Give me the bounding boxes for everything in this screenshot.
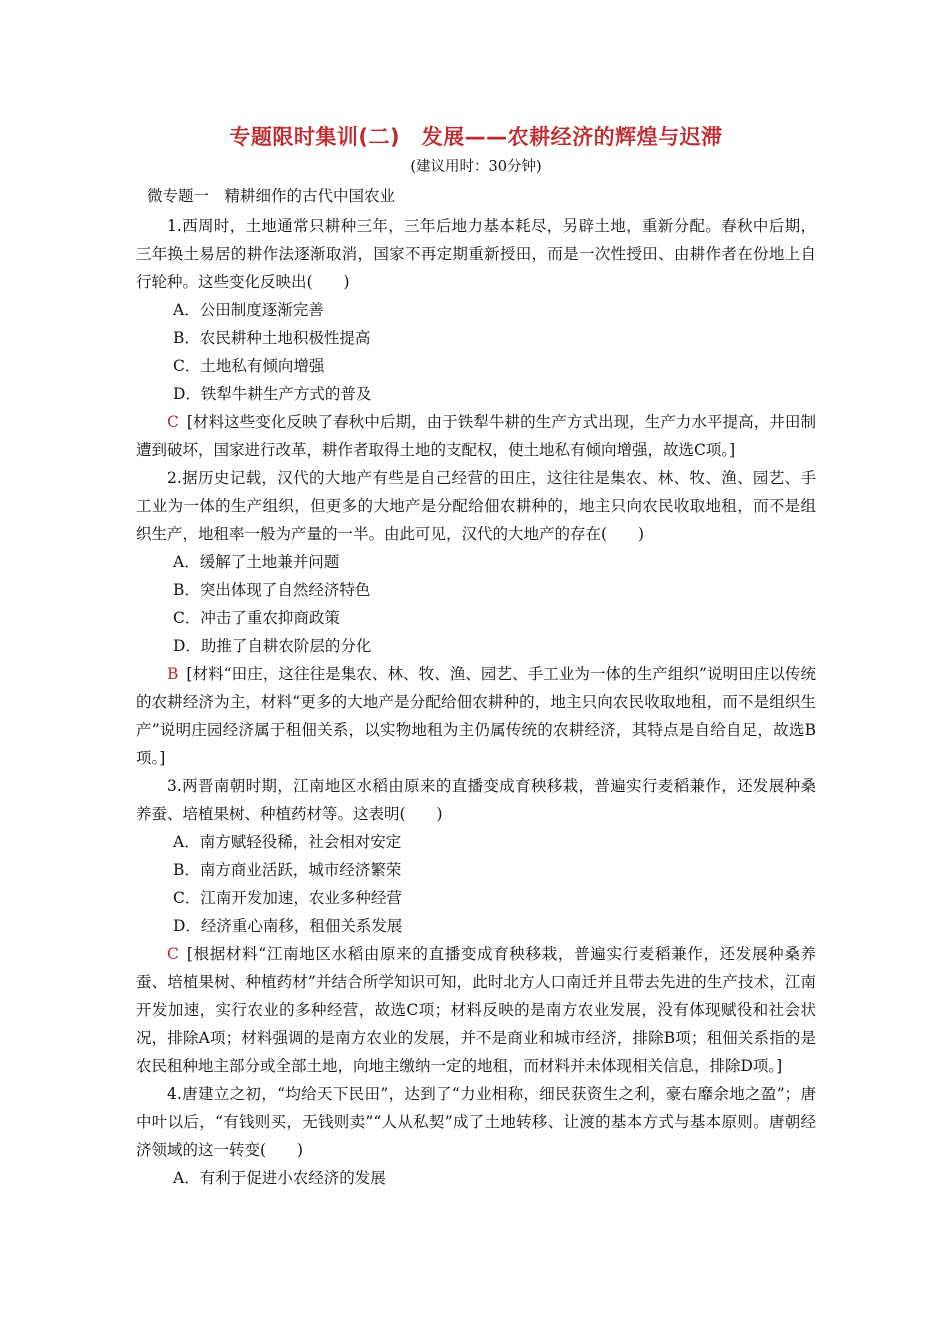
option-c: C．冲击了重农抑商政策	[173, 609, 340, 627]
option-c: C．江南开发加速，农业多种经营	[173, 889, 402, 907]
option-a: A．公田制度逐渐完善	[173, 301, 324, 319]
option-a: A．缓解了土地兼并问题	[173, 553, 340, 571]
question-stem: 2.据历史记载，汉代的大地产有些是自己经营的田庄，这往往是集农、林、牧、渔、园艺、手工业为一体的生产组织，但更多的大地产是分配给佃农耕种的，地主只向农民收取地租，而不是组织生产，地租率一般为产量的一半。由此可见，汉代的大地产的存在( )	[136, 469, 816, 543]
document-page	[136, 120, 816, 1192]
option-d: D．经济重心南移，租佃关系发展	[173, 917, 403, 935]
page-title: 专题限时集训(二) 发展——农耕经济的辉煌与迟滞	[229, 125, 723, 149]
suggested-time: (建议用时：30分钟)	[410, 159, 542, 175]
question-stem: 3.两晋南朝时期，江南地区水稻由原来的直播变成育秧移栽，普遍实行麦稻兼作，还发展种桑养蚕、培植果树、种植药材等。这表明( )	[136, 777, 816, 823]
explanation-text: [根据材料“江南地区水稻由原来的直播变成育秧移栽，普遍实行麦稻兼作，还发展种桑养蚕、培植果树、种植药材”并结合所学知识可知，此时北方人口南迁并且带去先进的生产技术，江南开发加速，实行农业的多种经营，故选C项；材料反映的是南方农业发展，没有体现赋役和社会状况，排除A项；材料强调的是南方农业的发展，并不是商业和城市经济，排除B项；租佃关系指的是农民租种地主部分或全部土地，向地主缴纳一定的地租，而材料并未体现相关信息，排除D项。]	[136, 945, 816, 1075]
answer-letter: B	[167, 665, 179, 683]
question-stem: 1.西周时，土地通常只耕种三年，三年后地力基本耗尽，另辟土地，重新分配。春秋中后期，三年换土易居的耕作法逐渐取消，国家不再定期重新授田，而是一次性授田、由耕作者在份地上自行轮种。这些变化反映出( )	[136, 217, 816, 291]
option-b: B．突出体现了自然经济特色	[173, 581, 371, 599]
option-c: C．土地私有倾向增强	[173, 357, 325, 375]
answer-explanation	[136, 660, 816, 772]
option-b: B．农民耕种土地积极性提高	[173, 329, 371, 347]
question-2	[136, 464, 816, 772]
option-a: A．南方赋轻役稀，社会相对安定	[173, 833, 402, 851]
answer-letter: C	[167, 945, 179, 963]
question-stem: 4.唐建立之初，“均给天下民田”，达到了“力业相称，细民获资生之利，豪右靡余地之盈”；唐中叶以后，“有钱则买，无钱则卖”“人从私契”成了土地转移、让渡的基本方式与基本原则。唐朝经济领域的这一转变( )	[136, 1085, 816, 1159]
answer-explanation	[136, 408, 816, 464]
question-1	[136, 212, 816, 464]
answer-explanation	[136, 940, 816, 1080]
option-d: D．铁犁牛耕生产方式的普及	[173, 385, 372, 403]
question-4	[136, 1080, 816, 1192]
option-a: A．有利于促进小农经济的发展	[173, 1169, 386, 1187]
option-b: B．南方商业活跃，城市经济繁荣	[173, 861, 402, 879]
section-title: 微专题一 精耕细作的古代中国农业	[147, 187, 396, 205]
explanation-text: [材料“田庄，这往往是集农、林、牧、渔、园艺、手工业为一体的生产组织”说明田庄以传统的农耕经济为主，材料“更多的大地产是分配给佃农耕种的，地主只向农民收取地租，而不是组织生产”说明庄园经济属于租佃关系，以实物地租为主仍属传统的农耕经济，其特点是自给自足，故选B项。]	[136, 665, 816, 767]
option-d: D．助推了自耕农阶层的分化	[173, 637, 372, 655]
question-3	[136, 772, 816, 1080]
explanation-text: [材料这些变化反映了春秋中后期，由于铁犁牛耕的生产方式出现，生产力水平提高，井田制遭到破坏，国家进行改革，耕作者取得土地的支配权，使土地私有倾向增强，故选C项。]	[136, 413, 816, 459]
answer-letter: C	[167, 413, 179, 431]
